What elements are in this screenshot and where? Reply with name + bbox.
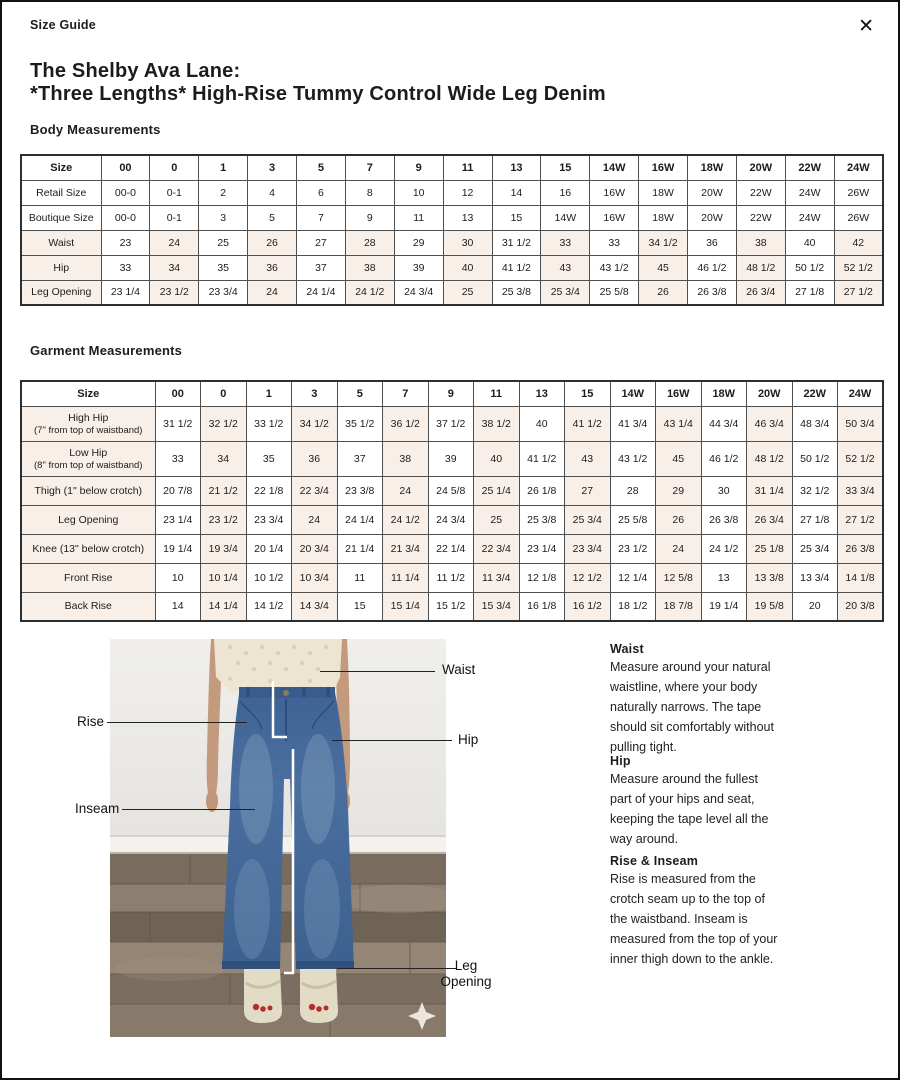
table-cell: 27 — [565, 476, 611, 505]
column-header: 3 — [292, 381, 338, 406]
table-cell: 31 1/4 — [747, 476, 793, 505]
table-cell: 35 — [246, 441, 292, 476]
table-cell: 24W — [785, 205, 834, 230]
model-photo — [110, 639, 446, 1037]
table-cell: 20 3/4 — [292, 534, 338, 563]
table-cell: 26 3/8 — [688, 280, 737, 305]
column-header: 18W — [701, 381, 747, 406]
table-cell: 24 5/8 — [428, 476, 474, 505]
waist-info-heading: Waist — [610, 642, 644, 656]
table-cell: 35 1/2 — [337, 406, 383, 441]
table-cell: 32 1/2 — [201, 406, 247, 441]
table-cell: 11 1/2 — [428, 563, 474, 592]
table-cell: 16 — [541, 180, 590, 205]
column-header: 1 — [199, 155, 248, 180]
table-cell: 13 3/4 — [792, 563, 838, 592]
waist-info-text: Measure around your natural waistline, where your body naturally narrows. The tape should sit comfortably without pulling tight. — [610, 660, 774, 754]
row-label: Boutique Size — [21, 205, 101, 230]
table-cell: 38 — [383, 441, 429, 476]
table-cell: 15 3/4 — [474, 592, 520, 621]
table-cell: 46 1/2 — [688, 255, 737, 280]
column-header: 24W — [834, 155, 883, 180]
table-cell: 13 3/8 — [747, 563, 793, 592]
table-cell: 0-1 — [150, 205, 199, 230]
row-label: Retail Size — [21, 180, 101, 205]
table-cell: 27 1/8 — [785, 280, 834, 305]
table-cell: 25 — [443, 280, 492, 305]
table-cell: 22W — [736, 205, 785, 230]
column-header: 11 — [474, 381, 520, 406]
table-cell: 4 — [248, 180, 297, 205]
table-cell: 14W — [541, 205, 590, 230]
table-cell: 34 1/2 — [292, 406, 338, 441]
column-header: 1 — [246, 381, 292, 406]
hip-info-text: Measure around the fullest part of your hips and seat, keeping the tape level all the way around. — [610, 772, 769, 846]
table-cell: 45 — [656, 441, 702, 476]
hip-info-block — [610, 754, 778, 849]
column-header: 13 — [519, 381, 565, 406]
table-cell: 15 — [337, 592, 383, 621]
table-cell: 13 — [443, 205, 492, 230]
table-cell: 24 — [656, 534, 702, 563]
row-label: Knee (13" below crotch) — [21, 534, 155, 563]
table-row — [21, 563, 883, 592]
table-cell: 0-1 — [150, 180, 199, 205]
rise-inseam-info-text: Rise is measured from the crotch seam up to the top of the waistband. Inseam is measured from the top of your inner thigh down to the ankle. — [610, 872, 778, 966]
table-cell: 00-0 — [101, 180, 150, 205]
table-cell: 43 1/4 — [656, 406, 702, 441]
table-cell: 15 1/4 — [383, 592, 429, 621]
table-cell: 15 1/2 — [428, 592, 474, 621]
table-cell: 42 — [834, 230, 883, 255]
table-row — [21, 406, 883, 441]
table-cell: 18W — [639, 205, 688, 230]
table-cell: 25 5/8 — [610, 505, 656, 534]
column-header: 20W — [747, 381, 793, 406]
table-cell: 20 7/8 — [155, 476, 201, 505]
row-label: Thigh (1" below crotch) — [21, 476, 155, 505]
table-cell: 40 — [443, 255, 492, 280]
table-cell: 24 1/2 — [383, 505, 429, 534]
table-cell: 43 1/2 — [590, 255, 639, 280]
table-cell: 25 1/8 — [747, 534, 793, 563]
row-label: Front Rise — [21, 563, 155, 592]
table-cell: 34 1/2 — [639, 230, 688, 255]
table-cell: 25 3/8 — [492, 280, 541, 305]
column-header: 00 — [155, 381, 201, 406]
table-cell: 27 1/8 — [792, 505, 838, 534]
close-icon[interactable]: ✕ — [858, 15, 874, 37]
table-cell: 25 1/4 — [474, 476, 520, 505]
table-cell: 13 — [701, 563, 747, 592]
product-title-line2: *Three Lengths* High-Rise Tummy Control Wide Leg Denim — [30, 83, 606, 105]
column-header: 20W — [736, 155, 785, 180]
table-cell: 15 — [492, 205, 541, 230]
column-header: 22W — [792, 381, 838, 406]
table-cell: 14 1/8 — [838, 563, 884, 592]
table-cell: 33 — [155, 441, 201, 476]
waist-info-block — [610, 642, 778, 757]
body-measurements-heading: Body Measurements — [30, 122, 161, 137]
table-cell: 24 1/2 — [701, 534, 747, 563]
garment-measurements-heading: Garment Measurements — [30, 343, 183, 358]
column-header: 00 — [101, 155, 150, 180]
table-cell: 41 1/2 — [492, 255, 541, 280]
table-cell: 48 1/2 — [736, 255, 785, 280]
waist-callout-label: Waist — [442, 662, 476, 677]
column-header: 15 — [541, 155, 590, 180]
table-cell: 29 — [656, 476, 702, 505]
table-cell: 25 3/4 — [792, 534, 838, 563]
product-title-line1: The Shelby Ava Lane: — [30, 60, 241, 82]
table-cell: 9 — [345, 205, 394, 230]
hip-pointer-line — [332, 740, 452, 741]
table-cell: 10 3/4 — [292, 563, 338, 592]
table-cell: 14 — [155, 592, 201, 621]
column-header: 0 — [150, 155, 199, 180]
table-cell: 31 1/2 — [492, 230, 541, 255]
rise-callout-label: Rise — [77, 714, 105, 729]
table-cell: 19 1/4 — [701, 592, 747, 621]
table-cell: 23 1/4 — [155, 505, 201, 534]
rise-inseam-info-block — [610, 854, 778, 969]
table-cell: 33 1/2 — [246, 406, 292, 441]
table-cell: 26 3/4 — [736, 280, 785, 305]
table-cell: 43 1/2 — [610, 441, 656, 476]
table-cell: 16 1/2 — [565, 592, 611, 621]
table-cell: 37 — [297, 255, 346, 280]
table-cell: 12 1/4 — [610, 563, 656, 592]
product-title — [30, 60, 868, 106]
table-cell: 24 1/2 — [345, 280, 394, 305]
table-cell: 26 — [656, 505, 702, 534]
inseam-pointer-line — [122, 809, 255, 810]
table-cell: 39 — [394, 255, 443, 280]
table-cell: 36 1/2 — [383, 406, 429, 441]
table-cell: 44 3/4 — [701, 406, 747, 441]
table-cell: 52 1/2 — [834, 255, 883, 280]
column-header: Size — [21, 381, 155, 406]
table-cell: 24W — [785, 180, 834, 205]
table-cell: 24 1/4 — [337, 505, 383, 534]
row-label: Low Hip (8" from top of waistband) — [21, 441, 155, 476]
column-header: 11 — [443, 155, 492, 180]
table-cell: 25 3/4 — [541, 280, 590, 305]
column-header: Size — [21, 155, 101, 180]
table-cell: 52 1/2 — [838, 441, 884, 476]
table-cell: 11 — [394, 205, 443, 230]
table-cell: 35 — [199, 255, 248, 280]
table-cell: 14 3/4 — [292, 592, 338, 621]
column-header: 16W — [656, 381, 702, 406]
row-label: Leg Opening — [21, 505, 155, 534]
table-cell: 30 — [701, 476, 747, 505]
column-header: 15 — [565, 381, 611, 406]
table-cell: 24 3/4 — [428, 505, 474, 534]
table-row — [21, 180, 883, 205]
row-label: Waist — [21, 230, 101, 255]
table-cell: 11 3/4 — [474, 563, 520, 592]
table-cell: 12 — [443, 180, 492, 205]
table-cell: 19 5/8 — [747, 592, 793, 621]
table-cell: 11 — [337, 563, 383, 592]
table-cell: 25 — [474, 505, 520, 534]
table-cell: 27 1/2 — [834, 280, 883, 305]
table-row — [21, 441, 883, 476]
table-cell: 37 — [337, 441, 383, 476]
table-cell: 40 — [785, 230, 834, 255]
table-cell: 5 — [248, 205, 297, 230]
table-cell: 45 — [639, 255, 688, 280]
table-row — [21, 205, 883, 230]
table-cell: 23 3/4 — [246, 505, 292, 534]
table-cell: 14 — [492, 180, 541, 205]
table-cell: 38 — [736, 230, 785, 255]
table-cell: 26 1/8 — [519, 476, 565, 505]
table-cell: 22W — [736, 180, 785, 205]
row-label: High Hip (7" from top of waistband) — [21, 406, 155, 441]
table-cell: 10 1/4 — [201, 563, 247, 592]
table-cell: 24 — [248, 280, 297, 305]
table-cell: 22 1/8 — [246, 476, 292, 505]
table-cell: 48 1/2 — [747, 441, 793, 476]
column-header: 24W — [838, 381, 884, 406]
table-cell: 00-0 — [101, 205, 150, 230]
table-cell: 50 3/4 — [838, 406, 884, 441]
hip-callout-label: Hip — [458, 732, 479, 747]
column-header: 14W — [590, 155, 639, 180]
table-cell: 46 1/2 — [701, 441, 747, 476]
table-cell: 16W — [590, 180, 639, 205]
table-cell: 48 3/4 — [792, 406, 838, 441]
table-cell: 19 3/4 — [201, 534, 247, 563]
table-cell: 41 1/2 — [565, 406, 611, 441]
table-cell: 33 3/4 — [838, 476, 884, 505]
table-cell: 25 3/8 — [519, 505, 565, 534]
table-cell: 26 3/4 — [747, 505, 793, 534]
table-cell: 16 1/8 — [519, 592, 565, 621]
table-cell: 29 — [394, 230, 443, 255]
table-cell: 25 3/4 — [565, 505, 611, 534]
table-cell: 19 1/4 — [155, 534, 201, 563]
table-cell: 20 3/8 — [838, 592, 884, 621]
table-cell: 23 3/4 — [565, 534, 611, 563]
body-measurements-table — [20, 154, 884, 306]
table-cell: 24 1/4 — [297, 280, 346, 305]
column-header: 18W — [688, 155, 737, 180]
table-cell: 28 — [610, 476, 656, 505]
table-cell: 24 3/4 — [394, 280, 443, 305]
table-cell: 26 3/8 — [838, 534, 884, 563]
table-cell: 28 — [345, 230, 394, 255]
table-cell: 12 1/8 — [519, 563, 565, 592]
table-cell: 26 — [248, 230, 297, 255]
table-cell: 34 — [201, 441, 247, 476]
table-cell: 40 — [474, 441, 520, 476]
column-header: 5 — [337, 381, 383, 406]
table-cell: 33 — [541, 230, 590, 255]
table-cell: 12 1/2 — [565, 563, 611, 592]
row-label: Leg Opening — [21, 280, 101, 305]
modal-header — [30, 15, 874, 37]
column-header: 0 — [201, 381, 247, 406]
table-cell: 33 — [101, 255, 150, 280]
table-cell: 40 — [519, 406, 565, 441]
table-row — [21, 534, 883, 563]
table-cell: 27 1/2 — [838, 505, 884, 534]
table-cell: 3 — [199, 205, 248, 230]
column-header: 14W — [610, 381, 656, 406]
table-cell: 36 — [688, 230, 737, 255]
table-cell: 21 1/2 — [201, 476, 247, 505]
table-cell: 43 — [565, 441, 611, 476]
table-cell: 50 1/2 — [792, 441, 838, 476]
table-cell: 38 1/2 — [474, 406, 520, 441]
table-cell: 20 — [792, 592, 838, 621]
inseam-callout-label: Inseam — [75, 801, 120, 816]
table-cell: 21 1/4 — [337, 534, 383, 563]
table-cell: 22 1/4 — [428, 534, 474, 563]
table-cell: 7 — [297, 205, 346, 230]
table-cell: 24 — [292, 505, 338, 534]
table-cell: 26W — [834, 205, 883, 230]
column-header: 3 — [248, 155, 297, 180]
table-cell: 6 — [297, 180, 346, 205]
table-row — [21, 230, 883, 255]
table-cell: 20 1/4 — [246, 534, 292, 563]
table-cell: 32 1/2 — [792, 476, 838, 505]
table-cell: 22 3/4 — [474, 534, 520, 563]
table-row — [21, 505, 883, 534]
leg-opening-callout-label: Leg Opening — [440, 958, 492, 989]
rise-inseam-info-heading: Rise & Inseam — [610, 854, 699, 868]
table-cell: 38 — [345, 255, 394, 280]
table-cell: 23 — [101, 230, 150, 255]
table-cell: 30 — [443, 230, 492, 255]
table-cell: 41 1/2 — [519, 441, 565, 476]
waist-pointer-line — [320, 671, 435, 672]
table-cell: 25 5/8 — [590, 280, 639, 305]
garment-measurements-table — [20, 380, 884, 622]
modal-title: Size Guide — [30, 18, 96, 32]
table-cell: 8 — [345, 180, 394, 205]
column-header: 16W — [639, 155, 688, 180]
rise-pointer-line — [107, 722, 247, 723]
table-cell: 41 3/4 — [610, 406, 656, 441]
table-cell: 12 5/8 — [656, 563, 702, 592]
table-cell: 23 1/4 — [519, 534, 565, 563]
table-cell: 23 3/4 — [199, 280, 248, 305]
table-cell: 26W — [834, 180, 883, 205]
fit-diagram-section — [2, 632, 900, 1062]
table-cell: 24 — [150, 230, 199, 255]
table-row — [21, 476, 883, 505]
column-header: 13 — [492, 155, 541, 180]
model-photo-graphic — [110, 639, 446, 1037]
table-cell: 16W — [590, 205, 639, 230]
table-cell: 27 — [297, 230, 346, 255]
table-cell: 43 — [541, 255, 590, 280]
table-cell: 37 1/2 — [428, 406, 474, 441]
table-cell: 14 1/2 — [246, 592, 292, 621]
table-cell: 24 — [383, 476, 429, 505]
table-cell: 46 3/4 — [747, 406, 793, 441]
column-header: 7 — [383, 381, 429, 406]
table-cell: 20W — [688, 205, 737, 230]
table-cell: 26 3/8 — [701, 505, 747, 534]
column-header: 22W — [785, 155, 834, 180]
table-cell: 23 1/2 — [150, 280, 199, 305]
table-cell: 39 — [428, 441, 474, 476]
table-cell: 22 3/4 — [292, 476, 338, 505]
table-cell: 20W — [688, 180, 737, 205]
table-cell: 26 — [639, 280, 688, 305]
table-cell: 23 1/2 — [201, 505, 247, 534]
hip-info-heading: Hip — [610, 754, 631, 768]
table-cell: 2 — [199, 180, 248, 205]
table-cell: 34 — [150, 255, 199, 280]
table-row — [21, 592, 883, 621]
table-cell: 11 1/4 — [383, 563, 429, 592]
table-cell: 33 — [590, 230, 639, 255]
table-cell: 25 — [199, 230, 248, 255]
table-cell: 23 1/2 — [610, 534, 656, 563]
table-cell: 31 1/2 — [155, 406, 201, 441]
table-cell: 21 3/4 — [383, 534, 429, 563]
column-header: 5 — [297, 155, 346, 180]
table-cell: 18 1/2 — [610, 592, 656, 621]
table-cell: 10 — [394, 180, 443, 205]
table-cell: 23 3/8 — [337, 476, 383, 505]
table-row — [21, 255, 883, 280]
column-header: 9 — [394, 155, 443, 180]
table-row — [21, 280, 883, 305]
table-cell: 10 — [155, 563, 201, 592]
row-label: Hip — [21, 255, 101, 280]
table-cell: 14 1/4 — [201, 592, 247, 621]
row-label: Back Rise — [21, 592, 155, 621]
table-cell: 50 1/2 — [785, 255, 834, 280]
table-cell: 18W — [639, 180, 688, 205]
table-cell: 23 1/4 — [101, 280, 150, 305]
table-cell: 18 7/8 — [656, 592, 702, 621]
table-cell: 10 1/2 — [246, 563, 292, 592]
table-cell: 36 — [248, 255, 297, 280]
column-header: 7 — [345, 155, 394, 180]
table-cell: 36 — [292, 441, 338, 476]
column-header: 9 — [428, 381, 474, 406]
